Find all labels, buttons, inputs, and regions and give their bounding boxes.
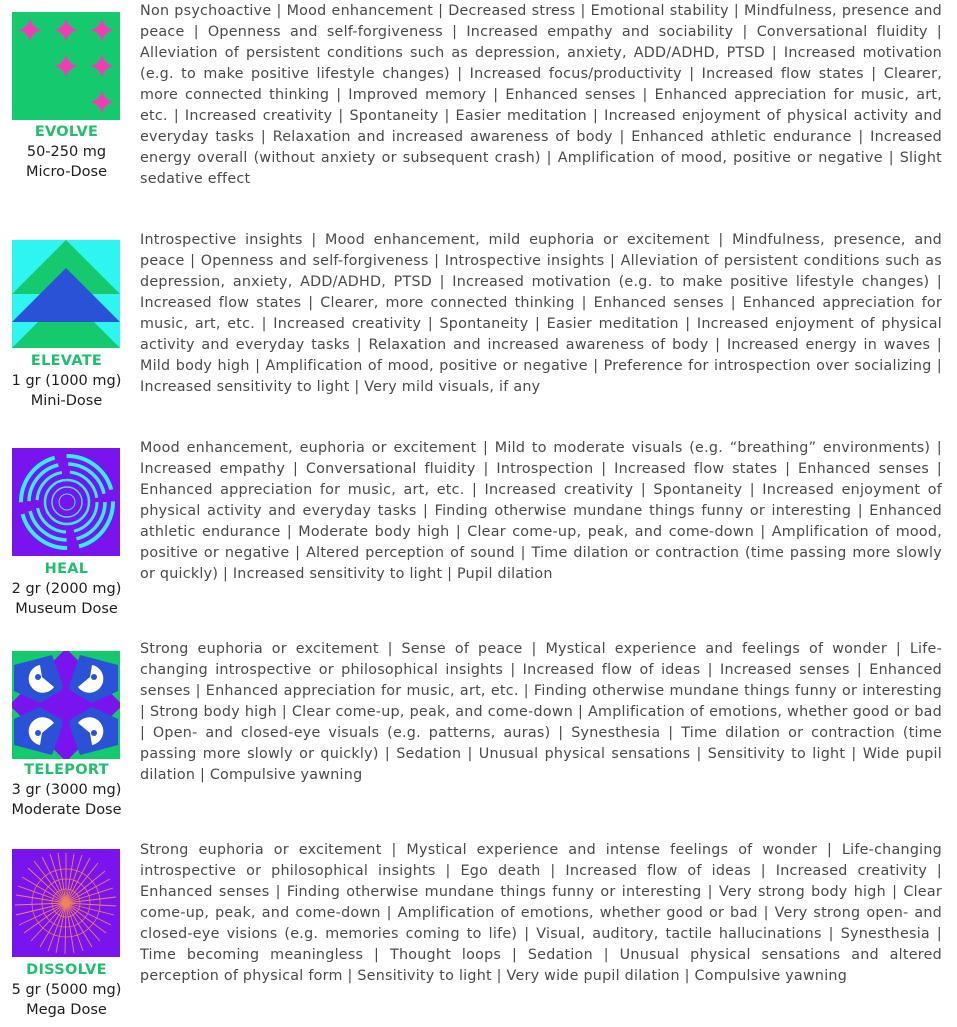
dose-label: Moderate Dose: [11, 802, 122, 818]
dose-label: Museum Dose: [15, 601, 118, 617]
dose-name: ELEVATE: [30, 353, 103, 369]
kaleidoscope-star-icon: [12, 651, 120, 759]
dose-name: TELEPORT: [24, 762, 109, 778]
stacked-triangles-icon: [12, 240, 120, 348]
dose-label: Micro-Dose: [25, 164, 108, 180]
dose-effects: Non psychoactive | Mood enhancement | Decreased stress | Emotional stability | Mindfulness, presence and peace | Openness and self-forgiveness | Increased empathy and sociability | Conversational fluidity | Alleviation of persistent conditions such as depression, anxiety, ADD/ADHD, PTSD | Increased motivation (e.g. to make positive lifestyle changes) | Increased focus/productivity | Increased flow states | Clearer, more connected thinking | Improved memory | Enhanced senses | Enhanced appreciation for music, art, etc. | Increased creativity | Spontaneity | Easier meditation | Increased enjoyment of physical activity and everyday tasks | Relaxation and increased awareness of body | Enhanced athletic endurance | Increased energy overall (without anxiety or subsequent crash) | Amplification of mood, positive or negative | Slight sedative effect: [140, 3, 942, 187]
dose-amount: 2 gr (2000 mg): [11, 581, 122, 597]
dose-effects: Strong euphoria or excitement | Sense of peace | Mystical experience and feelings of wonder | Life-changing introspective or philosophical insights | Increased flow of ideas | Increased senses | Enhanced senses | Enhanced appreciation for music, art, etc. | Finding otherwise mundane things funny or interesting | Strong body high | Clear come-up, peak, and come-down | Amplification of emotions, whether good or bad | Open- and closed-eye visuals (e.g. patterns, auras) | Synesthesia | Time dilation or contraction (time passing more slowly or quickly) | Sedation | Unusual physical sensations | Sensitivity to light | Wide pupil dilation | Compulsive yawning: [140, 641, 942, 783]
dose-effects: Strong euphoria or excitement | Mystical experience and intense feelings of wonder | Life-changing introspective or philosophical insights | Ego death | Increased flow of ideas | Increased creativity | Enhanced senses | Finding otherwise mundane things funny or interesting | Very strong body high | Clear come-up, peak, and come-down | Amplification of emotions, whether good or bad | Very strong open- and closed-eye visions (e.g. memories coming to life) | Visual, auditory, tactile hallucinations | Synesthesia | Time becoming meaningless | Thought loops | Sedation | Unusual physical sensations and altered perception of physical form | Sensitivity to light | Very wide pupil dilation | Compulsive yawning: [140, 842, 942, 984]
pink-stars-on-green-icon: [12, 12, 120, 120]
dose-effects: Introspective insights | Mood enhancement, mild euphoria or excitement | Mindfulness, presence, and peace | Openness and self-forgiveness | Introspective insights | Alleviation of persistent conditions such as depression, anxiety, ADD/ADHD, PTSD | Increased motivation (e.g. to make positive lifestyle changes) | Increased flow states | Clearer, more connected thinking | Enhanced senses | Enhanced appreciation for music, art, etc. | Increased creativity | Spontaneity | Easier meditation | Increased enjoyment of physical activity and everyday tasks | Relaxation and increased awareness of body | Increased energy in waves | Mild body high | Amplification of mood, positive or negative | Preference for introspection over socializing | Increased sensitivity to light | Very mild visuals, if any: [140, 232, 942, 395]
dose-amount: 5 gr (5000 mg): [11, 982, 122, 998]
dose-name: DISSOLVE: [26, 962, 107, 978]
dose-label: Mega Dose: [26, 1002, 107, 1018]
dose-label: Mini-Dose: [30, 393, 103, 409]
dose-amount: 3 gr (3000 mg): [11, 782, 122, 798]
dose-amount: 1 gr (1000 mg): [11, 373, 122, 389]
dose-effects: Mood enhancement, euphoria or excitement | Mild to moderate visuals (e.g. “breathing” environments) | Increased empathy | Conversational fluidity | Introspection | Increased flow states | Enhanced senses | Enhanced appreciation for music, art, etc. | Increased creativity | Spontaneity | Increased enjoyment of physical activity and everyday tasks | Finding otherwise mundane things funny or interesting | Enhanced athletic endurance | Moderate body high | Clear come-up, peak, and come-down | Amplification of mood, positive or negative | Altered perception of sound | Time dilation or contraction (time passing more slowly or quickly) | Increased sensitivity to light | Pupil dilation: [140, 440, 942, 582]
concentric-rings-icon: [12, 448, 120, 556]
dose-amount: 50-250 mg: [26, 144, 107, 160]
dose-name: EVOLVE: [34, 124, 99, 140]
dose-name: HEAL: [44, 561, 89, 577]
radiating-fibers-icon: [12, 849, 120, 957]
